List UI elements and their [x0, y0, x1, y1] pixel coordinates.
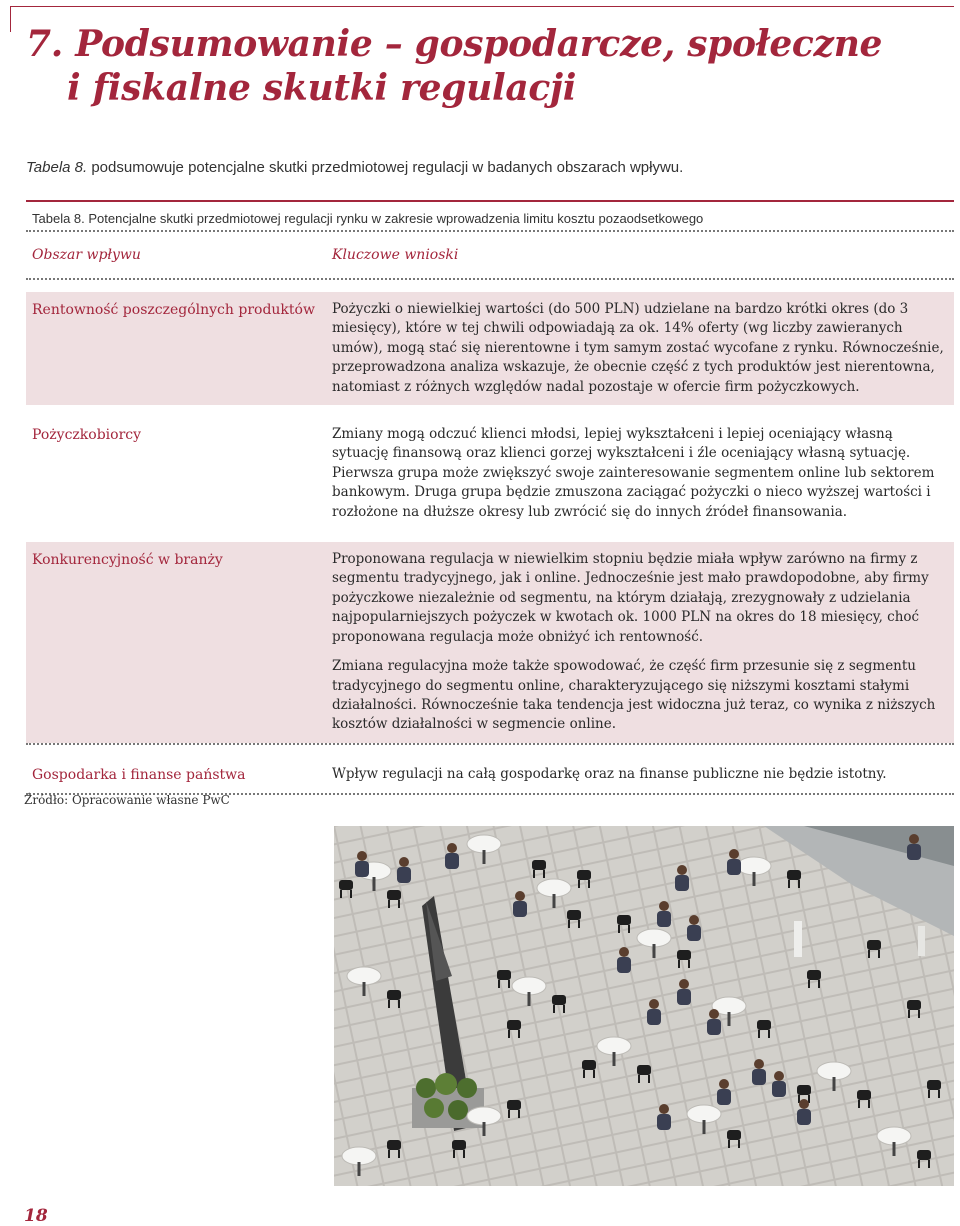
header-conclusions: Kluczowe wnioski — [332, 247, 459, 263]
intro-label: Tabela 8. — [26, 159, 88, 176]
intro-body: podsumowuje potencjalne skutki przedmiotowej regulacji w badanych obszarach wpływu. — [87, 159, 684, 176]
intro-text — [26, 159, 683, 176]
cafe-terrace-photo — [334, 826, 954, 1186]
header-area: Obszar wpływu — [32, 247, 141, 263]
row-conclusions — [332, 300, 954, 397]
row-paragraph: Wpływ regulacji na całą gospodarkę oraz na finanse publiczne nie będzie istotny. — [332, 765, 887, 782]
row-area: Pożyczkobiorcy — [32, 427, 142, 444]
row-conclusions — [332, 550, 954, 735]
page-number: 18 — [24, 1206, 48, 1226]
row-area: Konkurencyjność w branży — [32, 552, 223, 569]
table-row — [26, 542, 954, 743]
left-rule — [10, 6, 11, 32]
table-caption: Tabela 8. Potencjalne skutki przedmiotowej regulacji rynku w zakresie wprowadzenia limitu kosztu pozaodsetkowego — [26, 200, 954, 230]
summary-table — [26, 200, 954, 795]
page-title — [26, 22, 926, 110]
row-conclusions — [332, 425, 954, 522]
row-paragraph: Pożyczki o niewielkiej wartości (do 500 PLN) udzielane na bardzo krótki okres (do 3 miesięcy), które w tej chwili odpowiadają za ok. 14% oferty (wg liczby zawieranych umów), mogą stać się nierentowne i tym samym zostać wycofane z rynku. Równocześnie, przeprowadzona analiza wskazuje, że obecnie część z tych produktów jest nierentowna, natomiast z różnych względów nadal pozostaje w ofercie firm pożyczkowych. — [332, 301, 944, 395]
row-paragraph: Proponowana regulacja w niewielkim stopniu będzie miała wpływ zarówno na firmy z segmentu tradycyjnego, jak i online. Jednocześnie jest mało prawdopodobne, aby firmy pożyczkowe niezależnie od segmentu, na którym działają, zrezygnowały z udzielania najpopularniejszych pożyczek w kwotach ok. 1000 PLN na okres do 18 miesięcy, choć proponowana regulacja może obniżyć ich rentowność. — [332, 551, 929, 645]
table-row — [26, 417, 954, 530]
row-conclusions — [332, 765, 954, 785]
table-row — [26, 292, 954, 405]
row-area: Gospodarka i finanse państwa — [32, 766, 246, 783]
top-rule — [10, 6, 954, 7]
row-paragraph: Zmiany mogą odczuć klienci młodsi, lepiej wykształceni i lepiej oceniający własną sytuację finansową oraz klienci gorzej wykształceni i źle oceniający własną sytuację. Pierwsza grupa może zwiększyć swoje zainteresowanie segmentem online lub sektorem bankowym. Druga grupa będzie zmuszona zaciągać pożyczki o nieco wyższej wartości i rozłożone na dłuższe okresy lub zwrócić się do innych źródeł finansowania. — [332, 426, 935, 520]
title-line-2: i fiskalne skutki regulacji — [67, 67, 577, 109]
row-area: Rentowność poszczególnych produktów — [32, 302, 315, 318]
row-paragraph: Zmiana regulacyjna może także spowodować, że część firm przesunie się z segmentu tradycyjnego do segmentu online, charakteryzującego się niższymi kosztami stałymi działalności. Równocześnie taka tendencja jest widoczna już teraz, co wynika z niższych kosztów działalności w segmencie online. — [332, 658, 936, 733]
source-note: Źródło: Opracowanie własne PwC — [24, 793, 230, 807]
table-header-row — [26, 232, 954, 278]
title-line-1: 7. Podsumowanie – gospodarcze, społeczne — [26, 23, 883, 65]
table-row — [26, 757, 954, 793]
